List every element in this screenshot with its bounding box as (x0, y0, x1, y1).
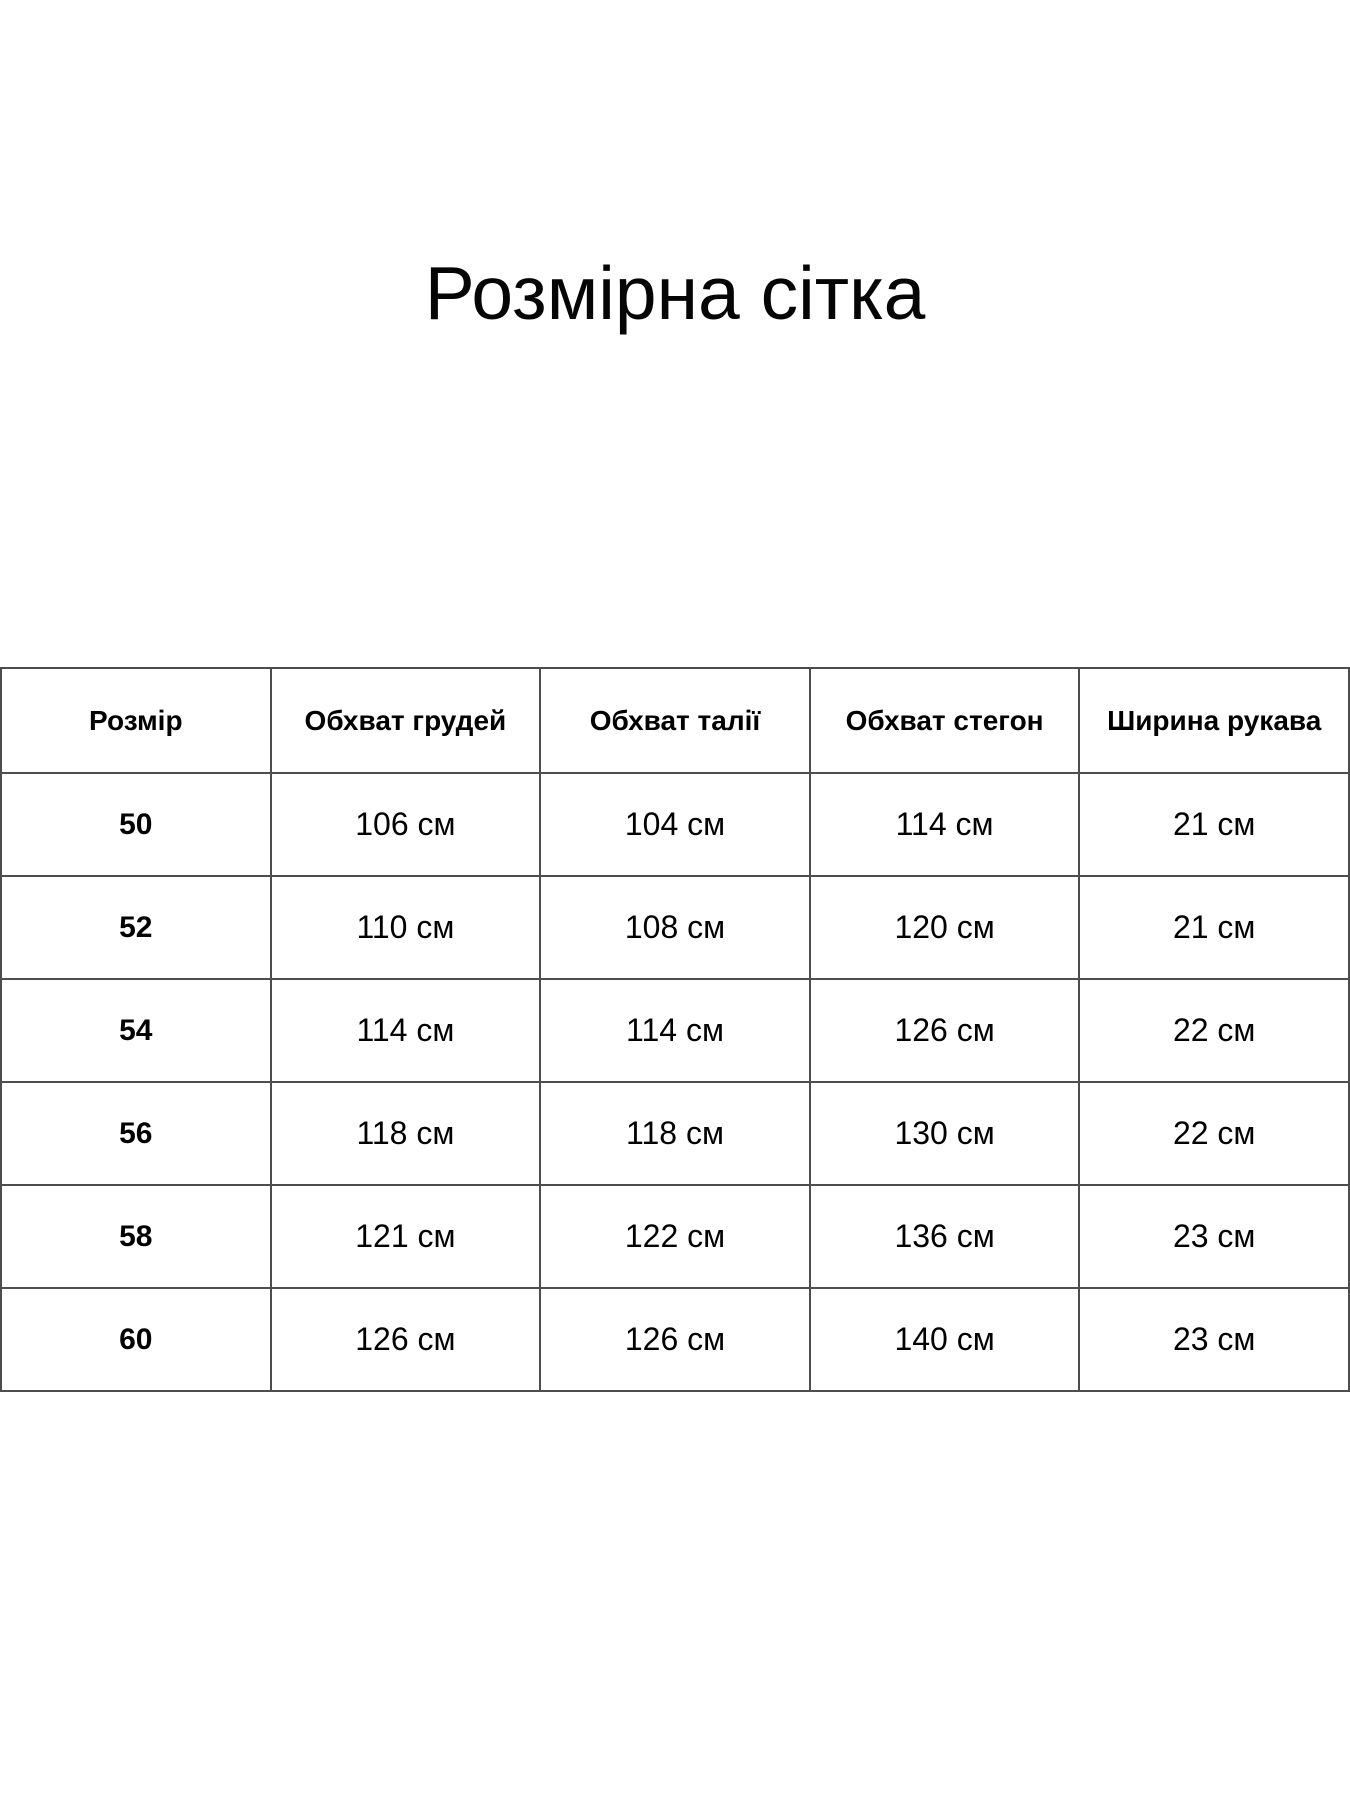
waist-measurement-cell: 118 см (540, 1082, 810, 1185)
header-cell-size: Розмір (1, 668, 271, 773)
size-cell: 52 (1, 876, 271, 979)
sleeve-measurement-cell: 23 см (1079, 1288, 1349, 1391)
waist-measurement-cell: 126 см (540, 1288, 810, 1391)
hips-measurement-cell: 126 см (810, 979, 1080, 1082)
hips-measurement-cell: 120 см (810, 876, 1080, 979)
size-cell: 50 (1, 773, 271, 876)
waist-measurement-cell: 114 см (540, 979, 810, 1082)
header-cell-chest: Обхват грудей (271, 668, 541, 773)
chest-measurement-cell: 118 см (271, 1082, 541, 1185)
table-row (1, 1082, 1349, 1185)
size-cell: 54 (1, 979, 271, 1082)
page-title: Розмірна сітка (424, 251, 926, 335)
size-table-body (1, 773, 1349, 1391)
table-row (1, 876, 1349, 979)
waist-measurement-cell: 104 см (540, 773, 810, 876)
table-row (1, 773, 1349, 876)
size-cell: 58 (1, 1185, 271, 1288)
size-cell: 60 (1, 1288, 271, 1391)
sleeve-measurement-cell: 22 см (1079, 1082, 1349, 1185)
table-row (1, 1288, 1349, 1391)
sleeve-measurement-cell: 21 см (1079, 773, 1349, 876)
chest-measurement-cell: 114 см (271, 979, 541, 1082)
header-cell-sleeve: Ширина рукава (1079, 668, 1349, 773)
sleeve-measurement-cell: 22 см (1079, 979, 1349, 1082)
hips-measurement-cell: 114 см (810, 773, 1080, 876)
size-table (0, 667, 1350, 1392)
hips-measurement-cell: 130 см (810, 1082, 1080, 1185)
chest-measurement-cell: 121 см (271, 1185, 541, 1288)
table-row (1, 1185, 1349, 1288)
waist-measurement-cell: 122 см (540, 1185, 810, 1288)
header-cell-hips: Обхват стегон (810, 668, 1080, 773)
header-cell-waist: Обхват талії (540, 668, 810, 773)
chest-measurement-cell: 126 см (271, 1288, 541, 1391)
table-row (1, 979, 1349, 1082)
size-cell: 56 (1, 1082, 271, 1185)
header-row (1, 668, 1349, 773)
sleeve-measurement-cell: 21 см (1079, 876, 1349, 979)
size-table-header (1, 668, 1349, 773)
chest-measurement-cell: 110 см (271, 876, 541, 979)
sleeve-measurement-cell: 23 см (1079, 1185, 1349, 1288)
hips-measurement-cell: 136 см (810, 1185, 1080, 1288)
chest-measurement-cell: 106 см (271, 773, 541, 876)
hips-measurement-cell: 140 см (810, 1288, 1080, 1391)
waist-measurement-cell: 108 см (540, 876, 810, 979)
